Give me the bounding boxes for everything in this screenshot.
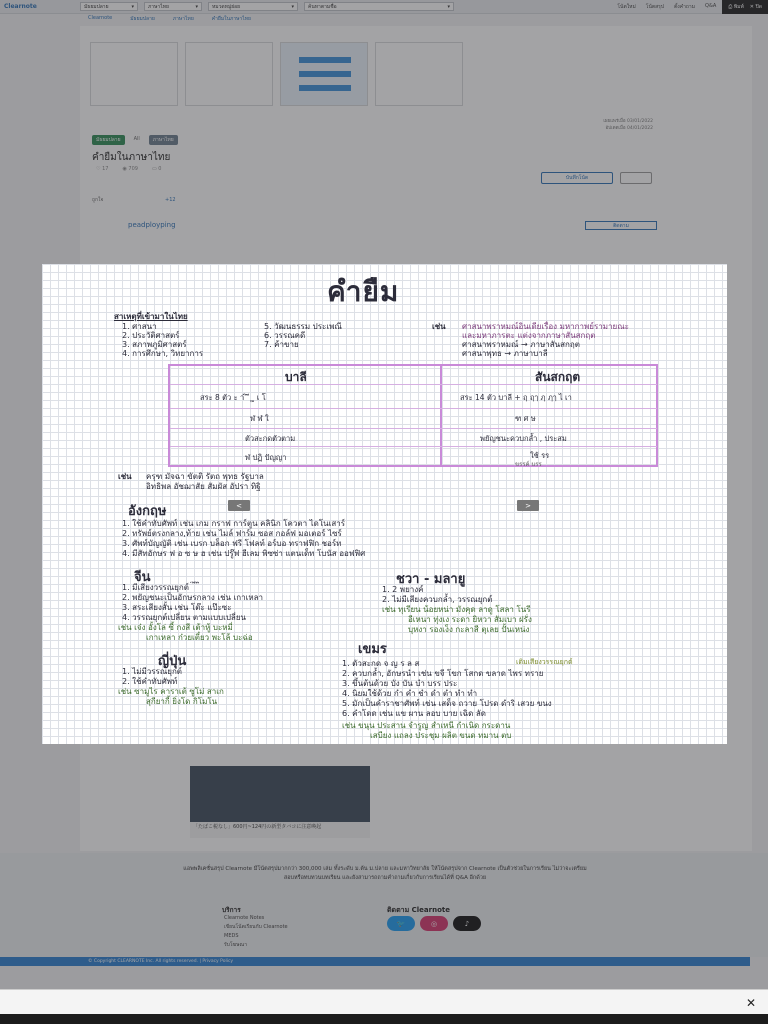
khmer-tag: เติมเสียงวรรณยุกต์ xyxy=(516,658,573,666)
sanskrit-cell: ใช้ รร xyxy=(530,451,550,460)
new-notes-link[interactable]: โน้ตใหม่ xyxy=(617,3,636,10)
prev-page-button[interactable]: < xyxy=(228,500,250,511)
intro-reason: 4. การศึกษา, วิทยาการ xyxy=(122,349,204,358)
topic-select[interactable]: หมวดหมู่ย่อย ▾ xyxy=(208,2,298,11)
khmer-rule: 4. นิยมใช้ด้วย กำ คำ ชำ ดำ ตำ ทำ ทำ xyxy=(342,689,478,698)
chevron-down-icon: ▾ xyxy=(291,3,294,10)
follow-button[interactable]: ติดตาม xyxy=(585,221,657,230)
english-rule: 1. ใช้คำทับศัพท์ เช่น เกม กราฟ การ์ตูน คลินิก โควตา ไดโนเสาร์ xyxy=(122,519,345,528)
note-heading: คำยืม xyxy=(327,275,400,308)
table-rule xyxy=(170,428,657,429)
intro-reason: 1. ศาสนา xyxy=(122,322,157,331)
breadcrumb-item[interactable]: มัธยมปลาย xyxy=(130,16,155,22)
english-rule: 4. มีสัทอักษร ฟ อ ซ ษ ฮ เช่น ปรู๊ฟ ฮีเลม พิซซ่า แตนเด็ท โบนัส ออฟฟิศ xyxy=(122,549,366,558)
tiktok-icon[interactable]: ♪ xyxy=(453,916,481,931)
japanese-rule: 2. ใช้คำทับศัพท์ xyxy=(122,677,178,686)
chevron-down-icon: ▾ xyxy=(131,3,134,10)
khmer-examples: เช่น ขนุน ประสาน จำรูญ สำเหนี กำเนิด กระดาน xyxy=(342,721,511,730)
khmer-heading: เขมร xyxy=(358,642,387,657)
pali-header: บาลี xyxy=(285,370,307,384)
comments-count: ▭ 0 xyxy=(151,166,162,172)
next-page-button[interactable]: > xyxy=(517,500,539,511)
javamalay-examples: เช่น ทุเรียน น้อยหน่า มังคุด ลาดู โสลา โนรี xyxy=(382,605,531,614)
pali-examples: ครุฑ มัจฉา ขัตติ รัตถ พุทธ รัฐบาล xyxy=(146,472,264,481)
note-image-viewer xyxy=(42,264,727,744)
search-select[interactable]: ค้นหาตามชื่อ ▾ xyxy=(304,2,454,11)
intro-example: ศาสนาพุทธ → ภาษาบาลี xyxy=(462,349,548,358)
javamalay-examples: บุหงา รองเง็ง กะลาสี ตุเลย ปั้นเหน่ง xyxy=(408,625,530,634)
qa-link[interactable]: Q&A xyxy=(705,2,717,9)
table-divider xyxy=(440,366,442,466)
intro-reason: 7. ค้าขาย xyxy=(264,340,299,349)
intro-reason: 5. วัฒนธรรม ประเพณี xyxy=(264,322,342,331)
javamalay-examples: อีเหนา ทุ่งเง ระดา ยิหวา สัมเบา ฝรั่ง xyxy=(408,615,532,624)
page-title: คำยืมในภาษาไทย xyxy=(92,152,171,163)
views-count: ◉ 709 xyxy=(122,166,138,172)
intro-reason: 3. สภาพภูมิศาสตร์ xyxy=(122,340,187,349)
sanskrit-cell: ฑ ศ ษ xyxy=(515,414,536,423)
services-heading: บริการ xyxy=(222,906,241,914)
japanese-heading: ญี่ปุ่น xyxy=(158,654,187,669)
pali-cell: ฬ ฬ ใ xyxy=(250,414,269,423)
pali-cell: ฬ ปฏิ ปัญญา xyxy=(245,453,287,462)
javamalay-rule: 2. ไม่มีเสียงควบกล้ำ, วรรณยุกต์ xyxy=(382,595,493,604)
sanskrit-cell: พยัญชนะควบกล้ำ , ประสม xyxy=(480,434,567,443)
ad-caption: 「たばこ税なし」600円~124円の新型タバコに注意喚起 xyxy=(190,822,370,838)
follow-heading: ติดตาม Clearnote xyxy=(387,906,450,914)
close-viewer-button[interactable]: ✕ ปิด xyxy=(749,3,762,10)
japanese-examples: สุกียากี้ ยิ่งโด กิโมโน xyxy=(146,697,218,706)
pali-sanskrit-table xyxy=(168,364,658,467)
chinese-heading: จีน xyxy=(134,570,151,585)
comment-icon: ▭ xyxy=(151,166,157,172)
chevron-down-icon: ▾ xyxy=(447,3,450,10)
intro-title: สาเหตุที่เข้ามาในไทย xyxy=(114,312,188,321)
services-link[interactable]: MEDS xyxy=(224,933,239,939)
khmer-rule: 6. คำโดด เช่น แข ผาน ลอบ บาย เฉิด ลัด xyxy=(342,709,486,718)
copyright-bar: © Copyright CLEARNOTE Inc. All rights reserved. | Privacy Policy xyxy=(0,957,750,966)
intro-reason: 6. วรรณคดี xyxy=(264,331,306,340)
table-rule xyxy=(170,408,657,409)
doc-dates: เผยแพร่เมื่อ 03/01/2022 อัปเดตเมื่อ 04/01/2022 xyxy=(603,119,653,131)
services-link[interactable]: Clearnote Notes xyxy=(224,915,265,921)
sanskrit-note: ขรรค์ บรร xyxy=(515,461,542,468)
print-button[interactable]: ⎙ พิมพ์ xyxy=(728,3,744,10)
clearnote-logo[interactable]: Clearnote xyxy=(4,3,37,10)
close-icon: ✕ xyxy=(749,3,754,10)
intro-example: และมหาภารตะ แต่งจากภาษาสันสกฤต xyxy=(462,331,596,340)
english-rule: 2. ทรัพย์ตรงกลาง,ท้าย เช่น ไมล์ ฟาร์ม ซอส กอล์ฟ มอเตอร์ ไซร์ xyxy=(122,529,342,538)
english-rule: 3. ศัพท์บัญญัติ เช่น เบรก บล็อก ฟรี โฟลท์ อร์บอ ทราฟฟิก ชอร์ท xyxy=(122,539,342,548)
intro-example: ศาสนาพราหมณ์ → ภาษาสันสกฤต xyxy=(462,340,580,349)
level-select[interactable]: มัธยมปลาย ▾ xyxy=(80,2,138,11)
table-rule xyxy=(170,446,657,447)
example-label: เช่น xyxy=(432,322,446,331)
breadcrumb-item[interactable]: คำยืมในภาษาไทย xyxy=(211,16,251,22)
subject-select[interactable]: ภาษาไทย ▾ xyxy=(144,2,202,11)
bottom-bar xyxy=(0,1014,768,1024)
chinese-rule: 4. วรรณยุกต์เปลี่ยน ตามแบบเปลี่ยน xyxy=(122,613,246,622)
intro-example: ศาสนาพราหมณ์อินเดียเรื่อง มหากาพย์รามายณะ xyxy=(462,322,629,331)
save-note-button[interactable]: บันทึกโน้ต xyxy=(541,172,613,184)
khmer-rule: 2. ควบกล้ำ, อักษรนำ เช่น ขจี โขก โสกด ขลาด ไพร ทราย xyxy=(342,669,544,678)
khmer-rule: 5. มักเป็นคำราชาศัพท์ เช่น เสด็จ ถวาย โปรด ดำริ เสวย ขนง xyxy=(342,699,552,708)
eye-icon: ◉ xyxy=(122,166,127,172)
heart-icon: ♡ xyxy=(96,166,101,172)
chinese-examples: เกาเหลา ก๋วยเตี๋ยว พะโล้ บะฉ่อ xyxy=(146,633,253,642)
likes-count: ♡ 17 xyxy=(96,166,109,172)
chinese-rule: 3. สระเสียงสั้น เช่น โต๊ะ แป๊ะซะ xyxy=(122,603,232,612)
chinese-examples: เช่น เจ๋ง อั้งโล่ ซี้ กงสี เต้าหู้ บะหมี่ xyxy=(118,623,233,632)
footer-blurb: แอพพลิเคชั่นสรุป Clearnote มีโน้ตสรุปมากกว่า 300,000 เล่ม ทั้งระดับ ม.ต้น ม.ปลาย และมหาวิทยาลัย ให้โน้ตสรุปจาก Clearnote เป็นตัวช่วยในการเรียน ไม่ว่าจะเตรียมสอบหรือทบทวนบทเรียน และยังสามารถถามคำถามเกี่ยวกับการเรียนได้ที่ Q&A อีกด้วย xyxy=(183,866,587,881)
twitter-icon[interactable]: 🐦 xyxy=(387,916,415,931)
japanese-examples: เช่น ซามูไร คาราเต้ ซูโม่ สาเก xyxy=(118,687,224,696)
tag-all[interactable]: All xyxy=(133,136,140,142)
table-rule xyxy=(170,384,657,385)
premium-notes-link[interactable]: โน้ตสรุป xyxy=(645,3,665,10)
chevron-down-icon: ▾ xyxy=(195,3,198,10)
sanskrit-header: สันสกฤต xyxy=(535,370,581,384)
tag-level[interactable]: มัธยมปลาย xyxy=(92,135,125,145)
breadcrumb-item[interactable]: Clearnote xyxy=(88,15,113,21)
english-heading: อังกฤษ xyxy=(128,504,167,519)
close-icon[interactable]: ✕ xyxy=(745,996,756,1010)
ask-question-link[interactable]: ตั้งคำถาม xyxy=(674,3,696,10)
javamalay-heading: ชวา - มลายู xyxy=(396,572,466,587)
khmer-rule: 1. ตัวสะกด จ ญ ร ล ส xyxy=(342,659,420,668)
instagram-icon[interactable]: ◎ xyxy=(420,916,448,931)
khmer-rule: 3. ขึ้นต้นด้วย บัง บัน บำ บรร ประ xyxy=(342,679,458,688)
chinese-rule: 2. พยัญชนะเป็นอักษรกลาง เช่น เกาเหลา xyxy=(122,593,263,602)
services-link[interactable]: รับโฆษณา xyxy=(224,942,247,948)
pali-cell: ตัวสะกดตัวตาม xyxy=(245,434,296,443)
tag-subject[interactable]: ภาษาไทย xyxy=(149,135,178,145)
pali-cell: สระ 8 ตัว ะ า ิ ี ุ ู เ โ xyxy=(200,393,266,402)
sanskrit-cell: สระ 14 ตัว บาลี + ฤ ฤๅ ฦ ฦๅ ไ เา xyxy=(460,393,572,402)
javamalay-rule: 1. 2 พยางค์ xyxy=(382,585,424,594)
pali-examples: อิทธิพล อัชฌาสัย สัมผัส อัปรา ทิฐิ xyxy=(146,482,261,491)
breadcrumb-item[interactable]: ภาษาไทย xyxy=(172,16,194,22)
japanese-rule: 1. ไม่มีวรรณยุกต์ xyxy=(122,667,182,676)
bottom-ad-strip xyxy=(0,989,768,1014)
intro-reason: 2. ประวัติศาสตร์ xyxy=(122,331,180,340)
chinese-rule: 1. มีเสียงวรรณยุกต์ ่ ้ ๊ ๋ xyxy=(122,583,200,592)
services-link[interactable]: เขียนโน้ตเรียนกับ Clearnote xyxy=(224,924,288,930)
printer-icon: ⎙ xyxy=(728,3,733,10)
example-label: เช่น xyxy=(118,472,132,481)
liked-by-label: ถูกใจ +12 xyxy=(92,197,176,203)
author-name[interactable]: peadployping xyxy=(128,221,176,229)
khmer-examples: เสบียง แถลง ประชุม ผลิต ขนด ทมาน ตบ xyxy=(370,731,512,740)
